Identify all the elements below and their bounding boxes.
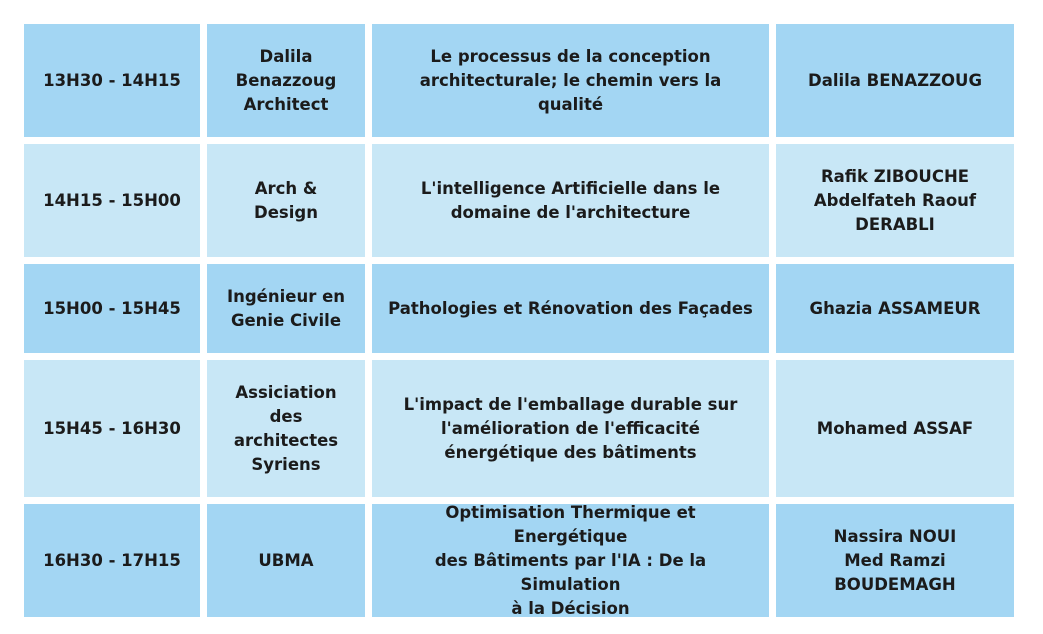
organization-cell [207, 264, 365, 353]
time-cell [24, 24, 200, 137]
time-text: 15H45 - 16H30 [43, 418, 181, 438]
speaker-line: Abdelfateh Raouf [813, 190, 977, 210]
schedule-table [24, 24, 1014, 617]
time-text: 14H15 - 15H00 [43, 190, 181, 210]
speaker-cell [776, 264, 1014, 353]
speaker-line: Ghazia ASSAMEUR [809, 298, 981, 318]
organization-cell [207, 360, 365, 497]
topic-line: l'amélioration de l'efficacité [441, 418, 700, 438]
organization-line: des [269, 406, 303, 426]
organization-line: Syriens [251, 454, 321, 474]
organization-line: architectes [233, 430, 339, 450]
organization-line: Dalila [259, 46, 313, 66]
organization-line: Benazzoug [235, 70, 337, 90]
time-cell [24, 360, 200, 497]
speaker-cell [776, 24, 1014, 137]
topic-line: Le processus de la conception [430, 46, 711, 66]
speaker-line: Dalila BENAZZOUG [808, 70, 982, 90]
speaker-line: Mohamed ASSAF [816, 418, 974, 438]
organization-line: Assiciation [235, 382, 337, 402]
topic-line: architecturale; le chemin vers la qualité [419, 70, 722, 114]
topic-line: L'intelligence Artificielle dans le [420, 178, 721, 198]
organization-cell [207, 144, 365, 257]
time-text: 16H30 - 17H15 [43, 550, 181, 570]
speaker-cell [776, 504, 1014, 617]
speaker-line: BOUDEMAGH [834, 574, 956, 594]
topic-line: domaine de l'architecture [450, 202, 691, 222]
organization-line: Genie Civile [230, 310, 342, 330]
time-cell [24, 504, 200, 617]
speaker-line: Nassira NOUI [833, 526, 957, 546]
speaker-line: Rafik ZIBOUCHE [820, 166, 970, 186]
organization-cell [207, 24, 365, 137]
topic-line: Optimisation Thermique et Energétique [445, 502, 696, 546]
organization-cell [207, 504, 365, 617]
speaker-line: DERABLI [855, 214, 935, 234]
topic-line: des Bâtiments par l'IA : De la Simulation [434, 550, 707, 594]
speaker-cell [776, 360, 1014, 497]
topic-cell [372, 264, 769, 353]
topic-line: énergétique des bâtiments [444, 442, 697, 462]
time-cell [24, 264, 200, 353]
speaker-cell [776, 144, 1014, 257]
organization-line: Arch & [254, 178, 318, 198]
organization-line: Architect [243, 94, 329, 114]
topic-cell [372, 24, 769, 137]
topic-line: L'impact de l'emballage durable sur [403, 394, 738, 414]
time-text: 13H30 - 14H15 [43, 70, 181, 90]
time-cell [24, 144, 200, 257]
speaker-line: Med Ramzi [844, 550, 946, 570]
organization-line: UBMA [258, 550, 314, 570]
organization-line: Design [254, 202, 318, 222]
topic-line: à la Décision [511, 598, 630, 618]
organization-line: Ingénieur en [226, 286, 346, 306]
topic-cell [372, 360, 769, 497]
topic-cell [372, 504, 769, 617]
time-text: 15H00 - 15H45 [43, 298, 181, 318]
topic-cell [372, 144, 769, 257]
topic-line: Pathologies et Rénovation des Façades [388, 298, 753, 318]
